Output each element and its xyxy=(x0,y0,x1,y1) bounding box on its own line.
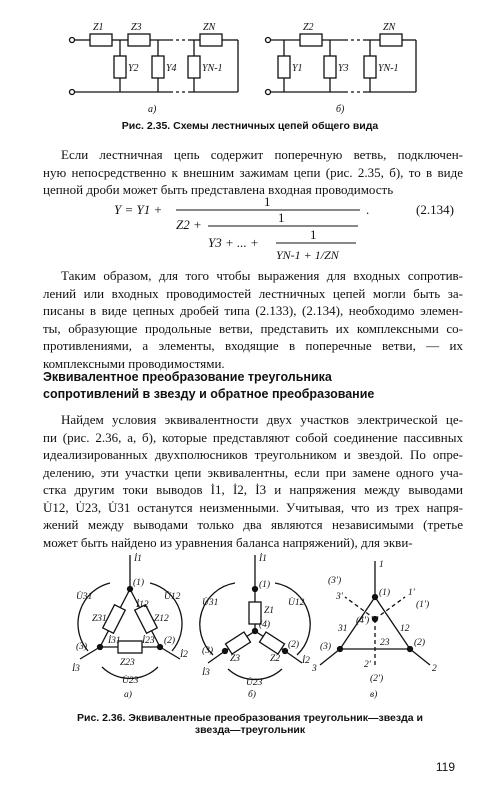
figure-b-tag: б) xyxy=(336,104,345,115)
paragraph-3 xyxy=(43,411,463,551)
text-line: Найдем условия эквивалентности двух участков электрической це- xyxy=(61,412,463,427)
label-y2: Y2 xyxy=(128,63,139,74)
fc-1: 1 xyxy=(379,560,384,570)
fa-i12: İ12 xyxy=(136,600,149,610)
fc-1prime: 1' xyxy=(408,588,415,598)
fa-i23: İ23 xyxy=(142,636,155,646)
formula-numerator-1: 1 xyxy=(264,196,271,209)
text-line: идеализированных двухполюсников треугольником и звездой. По опре- xyxy=(43,447,463,462)
text-line: Если лестничная цепь содержит поперечную ветвь, подключен- xyxy=(61,147,463,162)
heading-line: сопротивлений в звезду и обратное преобразование xyxy=(43,387,375,401)
formula-numerator-2: 1 xyxy=(278,210,285,225)
label-zn: ZN xyxy=(203,22,216,33)
formula-z2: Z2 + xyxy=(176,217,202,232)
figure-2-36 xyxy=(30,547,470,707)
label-z1: Z1 xyxy=(93,22,104,33)
fb-z1: Z1 xyxy=(264,606,275,616)
text-line: стка другим токи выводов İ1, İ2, İ3 и напряжения между выводами xyxy=(43,482,463,497)
fc-3: 3 xyxy=(312,664,317,674)
page-number: 119 xyxy=(435,760,455,774)
fb-i2: İ2 xyxy=(302,656,310,666)
fc-2: 2 xyxy=(432,664,437,674)
fb-node4: (4) xyxy=(259,620,271,630)
fc-node3: (3) xyxy=(320,642,332,652)
fa-u31: U̇31 xyxy=(76,592,93,602)
text-line: делению, эти участки цепи эквивалентны, если при замене одного уча- xyxy=(43,464,463,480)
text-line: ты, образующие продольные ветви, представить их комплексными со- xyxy=(43,320,463,336)
figure-2-36-caption xyxy=(40,712,460,736)
fb-node3: (3) xyxy=(202,646,214,656)
figure-2-36-b-tag: б) xyxy=(248,690,256,700)
fc-2prime: 2' xyxy=(364,660,371,670)
label-zn-b: ZN xyxy=(383,22,396,33)
section-heading xyxy=(43,369,463,403)
fb-z3: Z3 xyxy=(230,654,241,664)
svg-text:.: . xyxy=(366,202,370,217)
heading-line: Эквивалентное преобразование треугольника xyxy=(43,370,332,384)
formula-2-134 xyxy=(100,196,470,268)
fa-node1: (1) xyxy=(133,578,145,588)
text-line: может быть найдено из уравнения баланса напряжений), для экви- xyxy=(43,534,413,550)
figure-2-36-c-tag: в) xyxy=(370,690,378,700)
fc-node1: (1) xyxy=(379,588,391,598)
text-line: U̇12, U̇23, U̇31 останутся неизменными. Учитывая, что из трех напря- xyxy=(43,499,463,515)
fb-z2: Z2 xyxy=(270,654,281,664)
formula-y3: Y3 + ... + xyxy=(208,235,259,250)
fa-node2: (2) xyxy=(164,636,176,646)
text-line: лений или входных проводимостей лестничных цепей могли быть за- xyxy=(43,285,463,301)
fb-u12: U̇12 xyxy=(288,598,305,608)
fb-node1: (1) xyxy=(259,580,271,590)
label-y1: Y1 xyxy=(292,63,303,74)
figure-2-35 xyxy=(60,8,440,118)
fc-1prime-paren: (1') xyxy=(416,600,430,610)
fa-z31: Z31 xyxy=(92,614,107,624)
text-line: Таким образом, для того чтобы выражения для входных сопротив- xyxy=(61,268,463,283)
text-line: пи (рис. 2.36, а, б), которые представляют собой соединение пассивных xyxy=(43,429,463,445)
fc-3prime: 3' xyxy=(336,592,343,602)
fa-node3: (3) xyxy=(76,642,88,652)
fc-3prime-paren: (3') xyxy=(328,576,342,586)
fa-i1: İ1 xyxy=(134,554,142,564)
fa-i31: İ31 xyxy=(108,636,121,646)
label-y4: Y4 xyxy=(166,63,177,74)
fc-node2: (2) xyxy=(414,638,426,648)
fb-node2: (2) xyxy=(288,640,300,650)
paragraph-2 xyxy=(43,267,463,372)
fb-u31: U̇31 xyxy=(202,598,219,608)
text-line: ную непосредственно к внешним зажимам цепи (рис. 2.35, б), то в виде xyxy=(43,164,463,180)
caption-line: звезда—треугольник xyxy=(194,724,306,736)
fc-2prime-paren: (2') xyxy=(370,674,384,684)
text-line: цепной дроби может быть представлена входная проводимость xyxy=(43,182,394,197)
text-line: противлениями, а элементы, входящие в поперечные ветви, — их xyxy=(43,338,463,353)
fb-i1: İ1 xyxy=(259,554,267,564)
fa-i2: İ2 xyxy=(180,650,188,660)
figure-a-tag: а) xyxy=(148,104,157,115)
formula-lhs: Y = Y1 + xyxy=(114,202,163,217)
figure-2-35-caption: Рис. 2.35. Схемы лестничных цепей общего вида xyxy=(121,120,379,132)
fb-u23: U̇23 xyxy=(246,678,263,688)
label-yn1-b: YN-1 xyxy=(378,63,399,74)
fb-i3: İ3 xyxy=(202,668,210,678)
text-line: комплексными проводимостями. xyxy=(43,355,225,371)
text-line: писаны в виде цепных дробей типа (2.133), (2.134), необходимо элемен- xyxy=(43,303,463,318)
formula-number: (2.134) xyxy=(416,202,454,217)
fa-z23: Z23 xyxy=(120,658,135,668)
fc-12: 12 xyxy=(400,624,410,634)
fa-z12: Z12 xyxy=(154,614,169,624)
figure-2-36-a-tag: а) xyxy=(124,690,132,700)
paragraph-1 xyxy=(43,146,463,199)
text-line: жений между выводами только два являются независимыми (третье xyxy=(43,517,463,532)
formula-last: YN-1 + 1/ZN xyxy=(276,248,339,262)
formula-numerator-3: 1 xyxy=(310,227,317,242)
fc-31: 31 xyxy=(338,624,348,634)
label-z3: Z3 xyxy=(131,22,142,33)
caption-line: Рис. 2.36. Эквивалентные преобразования треугольник—звезда и xyxy=(77,712,423,724)
fa-i3: İ3 xyxy=(72,664,80,674)
label-yn1: YN-1 xyxy=(202,63,223,74)
fa-u23: U̇23 xyxy=(122,676,139,686)
fc-node4prime: (4') xyxy=(356,616,370,626)
fc-23: 23 xyxy=(380,638,390,648)
label-z2: Z2 xyxy=(303,22,314,33)
label-y3: Y3 xyxy=(338,63,349,74)
fa-u12: U̇12 xyxy=(164,592,181,602)
